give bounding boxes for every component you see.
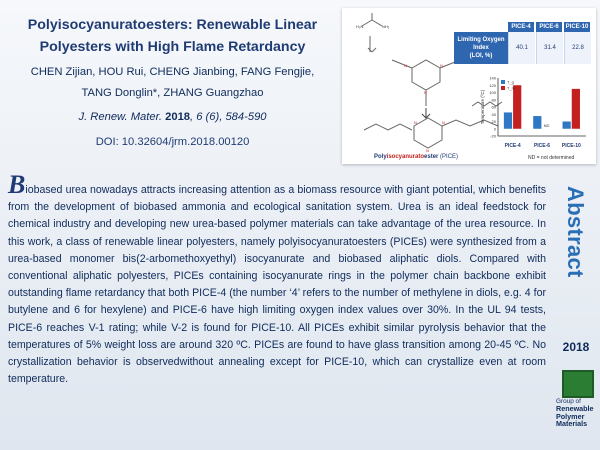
side-panel xyxy=(552,174,600,450)
y-tick-label: 140 xyxy=(489,75,496,81)
table-cell: 31.4 xyxy=(536,32,563,64)
y-axis-label: Temperature (ºC) xyxy=(480,89,485,125)
y-tick-label: 100 xyxy=(489,90,496,95)
abstract-body: iobased urea nowadays attracts increasing attention as a biomass resource with giant potential, which benefits from the development of biobased ammonia and ecological sanitation system. Urea is an ideal feedstock for chemical industry and developing new urea-based polymer materials can take advantage of the urea resource. In this work, a class of renewable linear polyesters, namely polyisocyanuratoesters (PICEs) were synthesized from a urea-based monomer bis(2-arbomethoxyethyl) isocyanurate and biobased aliphatic diols. Compared with conventional aliphatic polyesters, PICEs containing isocyanurate rings in the polymer chain backbone exhibit outstanding flame retardancy that both PICE-4 (the number ‘4’ refers to the number of methylene in diols, e.g. 4 for butylene and 6 for hexylene) and PICE-6 have high limiting oxygen index values over 30%. In the UL 94 tests, PICE-6 reaches V-1 rating; while V-2 is found for PICE-10. All PICEs exhibit similar pyrolysis behavior that the temperatures of 5% weight loss are around 320 ºC. PICEs are found to have glass transition among 20-45 ºC. No crystallization behavior is observedwithout annealing except for PICE-10, which can crystallize even at room temperature. xyxy=(8,184,546,386)
abstract-side-label: Abstract xyxy=(563,186,588,278)
y-tick-label: 20 xyxy=(491,119,496,124)
table-row-label-line2: (LOI, %) xyxy=(469,53,493,59)
y-tick-label: 40 xyxy=(491,111,496,117)
year-label: 2018 xyxy=(562,340,590,354)
table-header: PICE-6 xyxy=(536,22,562,32)
authors-line2: TANG Donglin*, ZHANG Guangzhao xyxy=(81,87,264,99)
temperature-bar-chart xyxy=(480,72,592,150)
citation-journal: J. Renew. Mater. xyxy=(78,111,163,123)
authors xyxy=(0,62,345,104)
bar xyxy=(572,89,580,129)
bar xyxy=(563,122,571,129)
polymer-atom-n3: N xyxy=(426,148,429,153)
logo-text-line4: Materials xyxy=(556,419,588,429)
legend-swatch xyxy=(501,86,505,90)
y-tick-label: 60 xyxy=(491,104,496,110)
logo-text-line3: Polymer xyxy=(556,411,585,421)
legend-label: T_g xyxy=(507,79,514,85)
y-tick-label: 80 xyxy=(491,97,496,103)
x-tick-label: PICE-6 xyxy=(533,143,551,149)
molecule-label: Polyisocyanuratoester (PICE) xyxy=(374,154,459,160)
paper-title xyxy=(0,14,345,58)
atom-n-3: N xyxy=(424,90,427,95)
doi[interactable]: DOI: 10.32604/jrm.2018.00120 xyxy=(95,136,250,148)
logo-text-line2: Renewable xyxy=(556,404,594,414)
legend-label: T_m xyxy=(507,85,515,91)
legend-swatch xyxy=(501,80,505,84)
citation xyxy=(0,106,345,128)
table-cell: 22.8 xyxy=(564,32,591,64)
bar-missing-label: ND xyxy=(543,122,550,128)
citation-year: 2018 xyxy=(165,111,191,123)
x-tick-label: PICE-10 xyxy=(561,143,581,149)
y-tick-label: 120 xyxy=(489,82,496,88)
authors-line1: CHEN Zijian, HOU Rui, CHENG Jianbing, FANG Fengjie, xyxy=(30,66,315,78)
table-row-label xyxy=(454,32,508,64)
abstract-text xyxy=(8,170,546,388)
logo-text xyxy=(556,398,600,428)
paper-title-line2: Polyesters with High Flame Retardancy xyxy=(39,39,306,55)
logo-mark-icon xyxy=(562,370,594,398)
urea-label-n1: H₂N xyxy=(356,24,364,29)
table-row-label-line1: Limiting Oxygen Index xyxy=(457,37,505,51)
graphical-abstract xyxy=(342,8,596,164)
polymer-atom-n1: N xyxy=(414,120,417,125)
abstract-panel xyxy=(0,170,552,450)
bar xyxy=(504,112,512,128)
bar xyxy=(513,85,521,129)
chart-note: ND = not determined xyxy=(528,155,575,161)
y-tick-label: 0 xyxy=(493,126,496,132)
abstract-dropcap: B xyxy=(8,170,26,199)
table-header: PICE-4 xyxy=(508,22,534,32)
table-cell: 40.1 xyxy=(508,32,535,64)
paper-info xyxy=(0,14,345,148)
atom-n-1: N xyxy=(404,63,407,68)
group-logo xyxy=(556,370,596,438)
citation-volume-pages: , 6 (6), 584-590 xyxy=(190,111,267,123)
x-tick-label: PICE-4 xyxy=(504,143,521,149)
polymer-atom-n2: N xyxy=(442,120,445,125)
table-header: PICE-10 xyxy=(565,24,589,30)
header xyxy=(0,0,600,172)
urea-label-n2: NH₂ xyxy=(382,24,390,29)
loi-table xyxy=(454,22,590,64)
paper-title-line1: Polyisocyanuratoesters: Renewable Linear xyxy=(27,17,318,33)
logo-text-line1: Group of xyxy=(556,398,581,405)
atom-n-2: N xyxy=(440,63,443,68)
bar xyxy=(533,116,541,129)
y-tick-label: -20 xyxy=(490,133,496,139)
